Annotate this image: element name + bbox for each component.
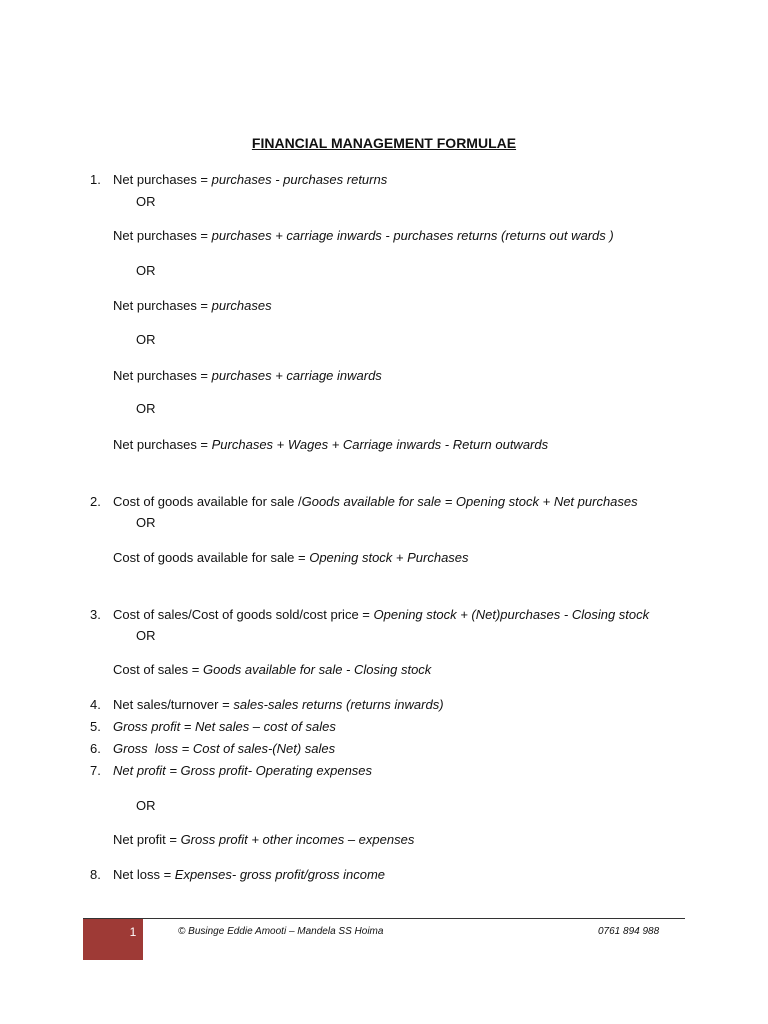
formula-expression: Goods available for sale - Closing stock xyxy=(202,662,432,677)
formula-expression: Purchases + Wages + Carriage inwards - Return outwards xyxy=(211,437,549,452)
item-number: 6. xyxy=(90,741,101,756)
formula-line xyxy=(113,697,444,713)
formula-label: Net loss = xyxy=(113,867,175,882)
formula-line xyxy=(113,607,649,623)
item-number: 7. xyxy=(90,763,101,778)
formula-expression: Net profit = Gross profit- Operating expenses xyxy=(113,763,373,778)
or-separator: OR xyxy=(136,515,156,530)
formula-expression: Gross profit + other incomes – expenses xyxy=(180,832,415,847)
formula-label: Net purchases = xyxy=(113,172,212,187)
formula-label: Cost of goods available for sale = xyxy=(113,550,310,565)
formula-label: Net purchases = xyxy=(113,228,212,243)
formula-line xyxy=(113,172,387,188)
formula-line xyxy=(113,368,382,384)
formula-label: Cost of goods available for sale / xyxy=(113,494,302,509)
formula-label: Net profit = xyxy=(113,832,181,847)
formula-line xyxy=(113,867,385,883)
formula-expression: Expenses- gross profit/gross income xyxy=(174,867,386,882)
formula-line xyxy=(113,719,336,735)
formula-line xyxy=(113,437,548,453)
or-separator: OR xyxy=(136,194,156,209)
formula-expression: purchases + carriage inwards - purchases returns (returns out wards ) xyxy=(211,228,614,243)
or-separator: OR xyxy=(136,628,156,643)
formula-expression: purchases xyxy=(211,298,272,313)
formula-expression: Opening stock + Purchases xyxy=(309,550,469,565)
item-number: 4. xyxy=(90,697,101,712)
formula-line xyxy=(113,494,638,510)
item-number: 3. xyxy=(90,607,101,622)
formula-label: Cost of sales = xyxy=(113,662,203,677)
formula-label: Net purchases = xyxy=(113,368,212,383)
footer-phone: 0761 894 988 xyxy=(598,926,660,937)
formula-expression: Goods available for sale = Opening stock + Net purchases xyxy=(301,494,638,509)
or-separator: OR xyxy=(136,401,156,416)
formula-expression: purchases + carriage inwards xyxy=(211,368,382,383)
formula-line xyxy=(113,763,372,779)
formula-expression: sales-sales returns (returns inwards) xyxy=(233,697,444,712)
formula-label: Net purchases = xyxy=(113,437,212,452)
formula-label: Net sales/turnover = xyxy=(113,697,234,712)
or-separator: OR xyxy=(136,798,156,813)
document-title: FINANCIAL MANAGEMENT FORMULAE xyxy=(251,135,517,151)
formula-label: Net purchases = xyxy=(113,298,212,313)
formula-expression: Gross loss = Cost of sales-(Net) sales xyxy=(113,741,336,756)
formula-line xyxy=(113,228,614,244)
footer-divider xyxy=(83,918,685,919)
formula-label: Cost of sales/Cost of goods sold/cost price = xyxy=(113,607,374,622)
item-number: 8. xyxy=(90,867,101,882)
formula-expression: Opening stock + (Net)purchases - Closing stock xyxy=(373,607,650,622)
page-number: 1 xyxy=(129,925,137,939)
formula-expression: purchases - purchases returns xyxy=(211,172,388,187)
item-number: 1. xyxy=(90,172,101,187)
formula-expression: Gross profit = Net sales – cost of sales xyxy=(113,719,336,734)
item-number: 2. xyxy=(90,494,101,509)
or-separator: OR xyxy=(136,263,156,278)
formula-line xyxy=(113,741,335,757)
footer-copyright: © Businge Eddie Amooti – Mandela SS Hoima xyxy=(178,926,384,937)
formula-line xyxy=(113,832,414,848)
item-number: 5. xyxy=(90,719,101,734)
or-separator: OR xyxy=(136,332,156,347)
formula-line xyxy=(113,298,272,314)
formula-line xyxy=(113,662,431,678)
formula-line xyxy=(113,550,469,566)
